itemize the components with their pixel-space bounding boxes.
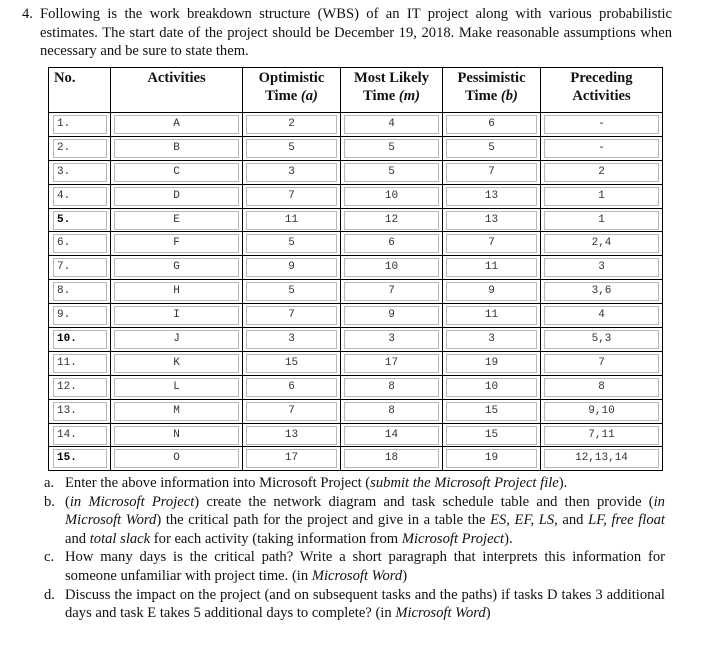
cell-no: 5.: [49, 208, 111, 232]
cell-pessimistic: 6: [443, 113, 541, 137]
cell-preceding: -: [541, 136, 663, 160]
cell-no: 13.: [49, 399, 111, 423]
cell-pessimistic: 15: [443, 399, 541, 423]
cell-no: 9.: [49, 304, 111, 328]
table-row: [49, 351, 663, 375]
header-pessimistic: Pessimistic Time (b): [443, 68, 541, 113]
cell-preceding: 4: [541, 304, 663, 328]
cell-pessimistic: 19: [443, 447, 541, 471]
cell-no: 2.: [49, 136, 111, 160]
cell-preceding: 5,3: [541, 328, 663, 352]
table-row: [49, 328, 663, 352]
cell-optimistic: 5: [243, 280, 341, 304]
sub-question-text: and: [65, 530, 90, 547]
sub-question-text: LF, free float: [588, 512, 665, 529]
table-row: [49, 232, 663, 256]
cell-optimistic: 2: [243, 113, 341, 137]
cell-preceding: 2,4: [541, 232, 663, 256]
cell-activity: E: [111, 208, 243, 232]
cell-activity: F: [111, 232, 243, 256]
cell-preceding: -: [541, 113, 663, 137]
cell-preceding: 1: [541, 184, 663, 208]
cell-preceding: 8: [541, 375, 663, 399]
sub-question-text: ) the critical path for the project and give in a table the: [156, 512, 491, 529]
sub-question-text: Enter the above information into Microsoft Project (: [65, 475, 371, 491]
header-preceding: Preceding Activities: [541, 68, 663, 113]
cell-optimistic: 6: [243, 375, 341, 399]
sub-question-text: total slack: [89, 530, 151, 547]
cell-pessimistic: 3: [443, 328, 541, 352]
table-row: [49, 136, 663, 160]
cell-pessimistic: 15: [443, 423, 541, 447]
cell-preceding: 7: [541, 351, 663, 375]
cell-no: 1.: [49, 113, 111, 137]
cell-pessimistic: 7: [443, 160, 541, 184]
cell-preceding: 7,11: [541, 423, 663, 447]
sub-question-text: ) create the network diagram and task schedule table and then provide (: [194, 493, 654, 510]
cell-most-likely: 14: [341, 423, 443, 447]
sub-question-text: Discuss the impact on the project (and on subsequent tasks and the paths) if tasks D takes 3 additional days and task E takes 5 additional days to complete? (in: [65, 586, 665, 622]
cell-activity: I: [111, 304, 243, 328]
table-row: [49, 280, 663, 304]
sub-question-text: and: [557, 512, 589, 529]
cell-no: 10.: [49, 328, 111, 352]
cell-activity: H: [111, 280, 243, 304]
sub-question-text: ): [485, 605, 491, 622]
sub-question-text: for each activity (taking information from: [150, 530, 402, 547]
cell-no: 4.: [49, 184, 111, 208]
sub-question-text: in Microsoft Word: [65, 493, 665, 529]
sub-question: [40, 586, 665, 623]
table-row: [49, 184, 663, 208]
cell-activity: B: [111, 136, 243, 160]
cell-preceding: 1: [541, 208, 663, 232]
cell-pessimistic: 9: [443, 280, 541, 304]
cell-activity: L: [111, 375, 243, 399]
table-row: [49, 399, 663, 423]
cell-pessimistic: 7: [443, 232, 541, 256]
cell-most-likely: 8: [341, 375, 443, 399]
cell-activity: A: [111, 113, 243, 137]
sub-question-text: Microsoft Word: [311, 567, 403, 584]
sub-question-letter: d.: [44, 586, 55, 603]
cell-optimistic: 11: [243, 208, 341, 232]
cell-preceding: 2: [541, 160, 663, 184]
header-optimistic: Optimistic Time (a): [243, 68, 341, 113]
cell-optimistic: 3: [243, 328, 341, 352]
sub-question-text: (: [65, 493, 70, 510]
cell-pessimistic: 19: [443, 351, 541, 375]
cell-activity: K: [111, 351, 243, 375]
cell-pessimistic: 11: [443, 256, 541, 280]
cell-optimistic: 13: [243, 423, 341, 447]
cell-activity: M: [111, 399, 243, 423]
sub-question-text: submit the Microsoft Project file: [370, 475, 559, 491]
table-row: [49, 375, 663, 399]
cell-no: 12.: [49, 375, 111, 399]
cell-optimistic: 7: [243, 399, 341, 423]
cell-preceding: 3,6: [541, 280, 663, 304]
header-activities: Activities: [111, 68, 243, 113]
cell-activity: D: [111, 184, 243, 208]
cell-optimistic: 5: [243, 136, 341, 160]
cell-pessimistic: 5: [443, 136, 541, 160]
table-row: [49, 423, 663, 447]
cell-optimistic: 15: [243, 351, 341, 375]
cell-optimistic: 3: [243, 160, 341, 184]
cell-most-likely: 18: [341, 447, 443, 471]
table-row: [49, 160, 663, 184]
sub-question: [40, 493, 665, 549]
cell-pessimistic: 10: [443, 375, 541, 399]
question-text: Following is the work breakdown structure (WBS) of an IT project along with various probabilistic estimates. The start date of the project should be December 19, 2018. Make reasonable assumptions when necessary and be sure to state them.: [40, 6, 672, 59]
cell-no: 6.: [49, 232, 111, 256]
cell-most-likely: 7: [341, 280, 443, 304]
cell-activity: G: [111, 256, 243, 280]
header-most-likely: Most Likely Time (m): [341, 68, 443, 113]
cell-most-likely: 17: [341, 351, 443, 375]
table-row: [49, 113, 663, 137]
cell-pessimistic: 13: [443, 208, 541, 232]
sub-question-letter: b.: [44, 493, 55, 510]
cell-most-likely: 9: [341, 304, 443, 328]
cell-no: 14.: [49, 423, 111, 447]
sub-question-letter: c.: [44, 549, 55, 566]
sub-question-text: Microsoft Project: [401, 530, 505, 547]
cell-optimistic: 5: [243, 232, 341, 256]
cell-most-likely: 8: [341, 399, 443, 423]
cell-most-likely: 5: [341, 160, 443, 184]
cell-no: 7.: [49, 256, 111, 280]
question-number: 4.: [22, 6, 33, 22]
cell-no: 15.: [49, 447, 111, 471]
cell-no: 11.: [49, 351, 111, 375]
sub-question-text: ): [402, 567, 408, 584]
cell-pessimistic: 11: [443, 304, 541, 328]
sub-question-text: How many days is the critical path? Write a short paragraph that interprets this information for someone unfamiliar with project time. (in: [65, 549, 665, 584]
sub-question-text: ).: [504, 530, 513, 547]
header-no: No.: [49, 68, 111, 113]
sub-question-text: in Microsoft Project: [69, 493, 195, 510]
table-row: [49, 256, 663, 280]
cell-activity: N: [111, 423, 243, 447]
cell-activity: C: [111, 160, 243, 184]
cell-most-likely: 5: [341, 136, 443, 160]
question-intro: [22, 5, 672, 61]
sub-question-letter: a.: [44, 475, 55, 491]
cell-preceding: 12,13,14: [541, 447, 663, 471]
cell-pessimistic: 13: [443, 184, 541, 208]
cell-optimistic: 7: [243, 184, 341, 208]
sub-question-text: Microsoft Word: [395, 605, 486, 622]
cell-most-likely: 10: [341, 184, 443, 208]
cell-most-likely: 12: [341, 208, 443, 232]
table-row: [49, 447, 663, 471]
table-header-row: [49, 68, 663, 113]
cell-preceding: 3: [541, 256, 663, 280]
cell-most-likely: 3: [341, 328, 443, 352]
sub-question: [40, 548, 665, 585]
cell-optimistic: 9: [243, 256, 341, 280]
cell-optimistic: 17: [243, 447, 341, 471]
cell-preceding: 9,10: [541, 399, 663, 423]
cell-no: 3.: [49, 160, 111, 184]
cell-activity: O: [111, 447, 243, 471]
cell-most-likely: 4: [341, 113, 443, 137]
sub-question-text: ).: [558, 475, 568, 491]
table-row: [49, 304, 663, 328]
cell-most-likely: 6: [341, 232, 443, 256]
sub-questions-list: [40, 474, 665, 623]
table-row: [49, 208, 663, 232]
cell-most-likely: 10: [341, 256, 443, 280]
wbs-table: [48, 67, 663, 471]
sub-question-text: ES, EF, LS,: [490, 512, 558, 529]
cell-activity: J: [111, 328, 243, 352]
cell-no: 8.: [49, 280, 111, 304]
cell-optimistic: 7: [243, 304, 341, 328]
sub-question: [40, 474, 665, 493]
